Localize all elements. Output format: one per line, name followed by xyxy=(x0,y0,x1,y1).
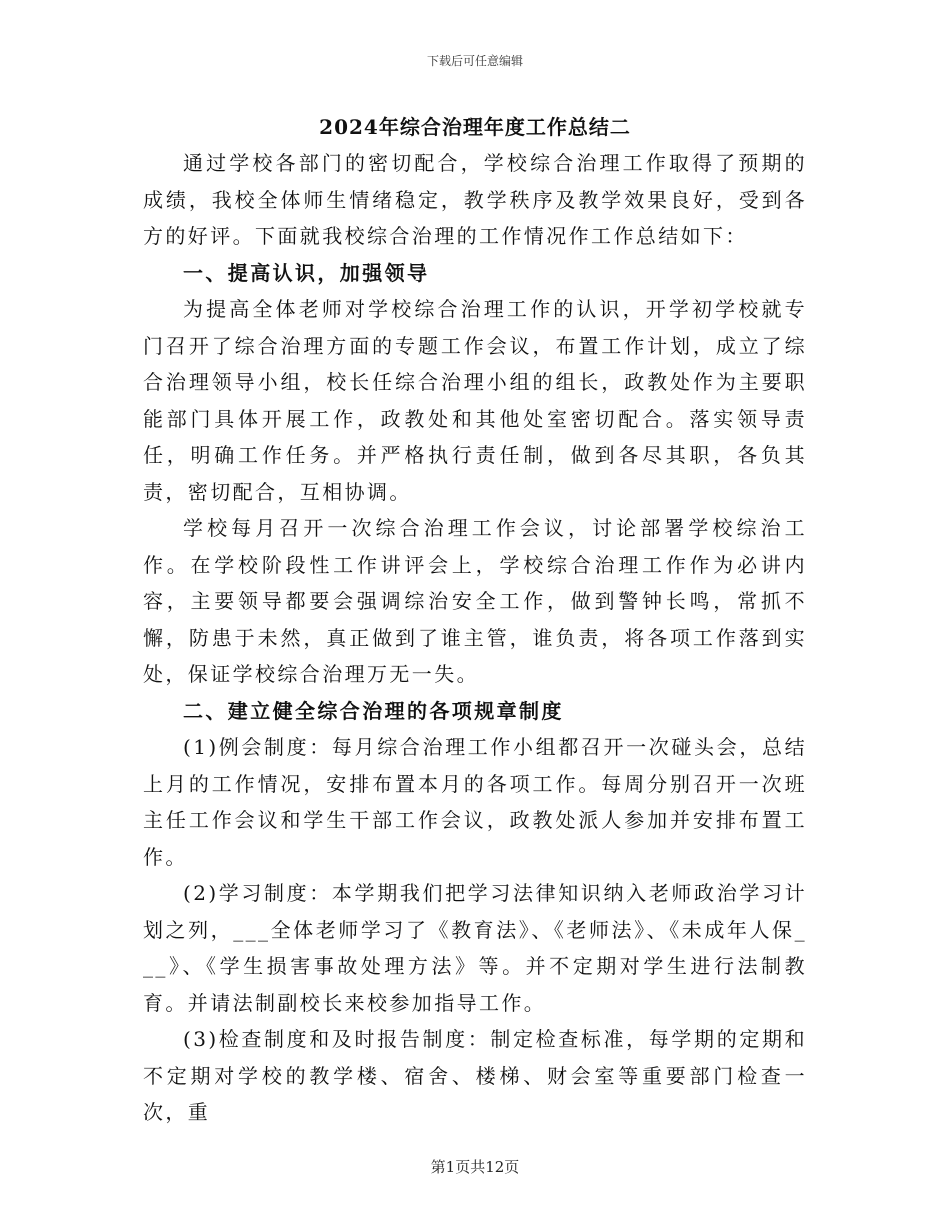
section-heading-1: 一、提高认识，加强领导 xyxy=(183,260,430,285)
body-paragraph: 学校每月召开一次综合治理工作会议，讨论部署学校综治工作。在学校阶段性工作讲评会上，学校综合治理工作作为必讲内容，主要领导都要会强调综治安全工作，做到警钟长鸣，常抓不懈，防患于未然，真正做到了谁主管，谁负责，将各项工作落到实处，保证学校综合治理万无一失。 xyxy=(143,516,807,686)
page-number: 第1页共12页 xyxy=(430,1158,520,1176)
body-paragraph: (3)检查制度和及时报告制度：制定检查标准，每学期的定期和不定期对学校的教学楼、宿舍、楼梯、财会室等重要部门检查一次，重 xyxy=(143,1027,807,1124)
body-paragraph: 为提高全体老师对学校综合治理工作的认识，开学初学校就专门召开了综合治理方面的专题工作会议，布置工作计划，成立了综合治理领导小组，校长任综合治理小组的组长，政教处作为主要职能部门具体开展工作，政教处和其他处室密切配合。落实领导责任，明确工作任务。并严格执行责任制，做到各尽其职，各负其责，密切配合，互相协调。 xyxy=(143,297,807,504)
document-title: 2024年综合治理年度工作总结二 xyxy=(319,115,631,139)
document-body xyxy=(143,145,807,1131)
section-heading-2: 二、建立健全综合治理的各项规章制度 xyxy=(183,698,564,723)
body-paragraph: (2)学习制度：本学期我们把学习法律知识纳入老师政治学习计划之列，___全体老师学习了《教育法》、《老师法》、《未成年人保___》、《学生损害事故处理方法》等。并不定期对学生进行法制教育。并请法制副校长来校参加指导工作。 xyxy=(143,881,807,1015)
page-header-note: 下载后可任意编辑 xyxy=(426,54,523,68)
intro-paragraph: 通过学校各部门的密切配合，学校综合治理工作取得了预期的成绩，我校全体师生情绪稳定，教学秩序及教学效果良好，受到各方的好评。下面就我校综合治理的工作情况作工作总结如下： xyxy=(143,151,807,248)
body-paragraph: (1)例会制度：每月综合治理工作小组都召开一次碰头会，总结上月的工作情况，安排布置本月的各项工作。每周分别召开一次班主任工作会议和学生干部工作会议，政教处派人参加并安排布置工作。 xyxy=(143,735,807,869)
